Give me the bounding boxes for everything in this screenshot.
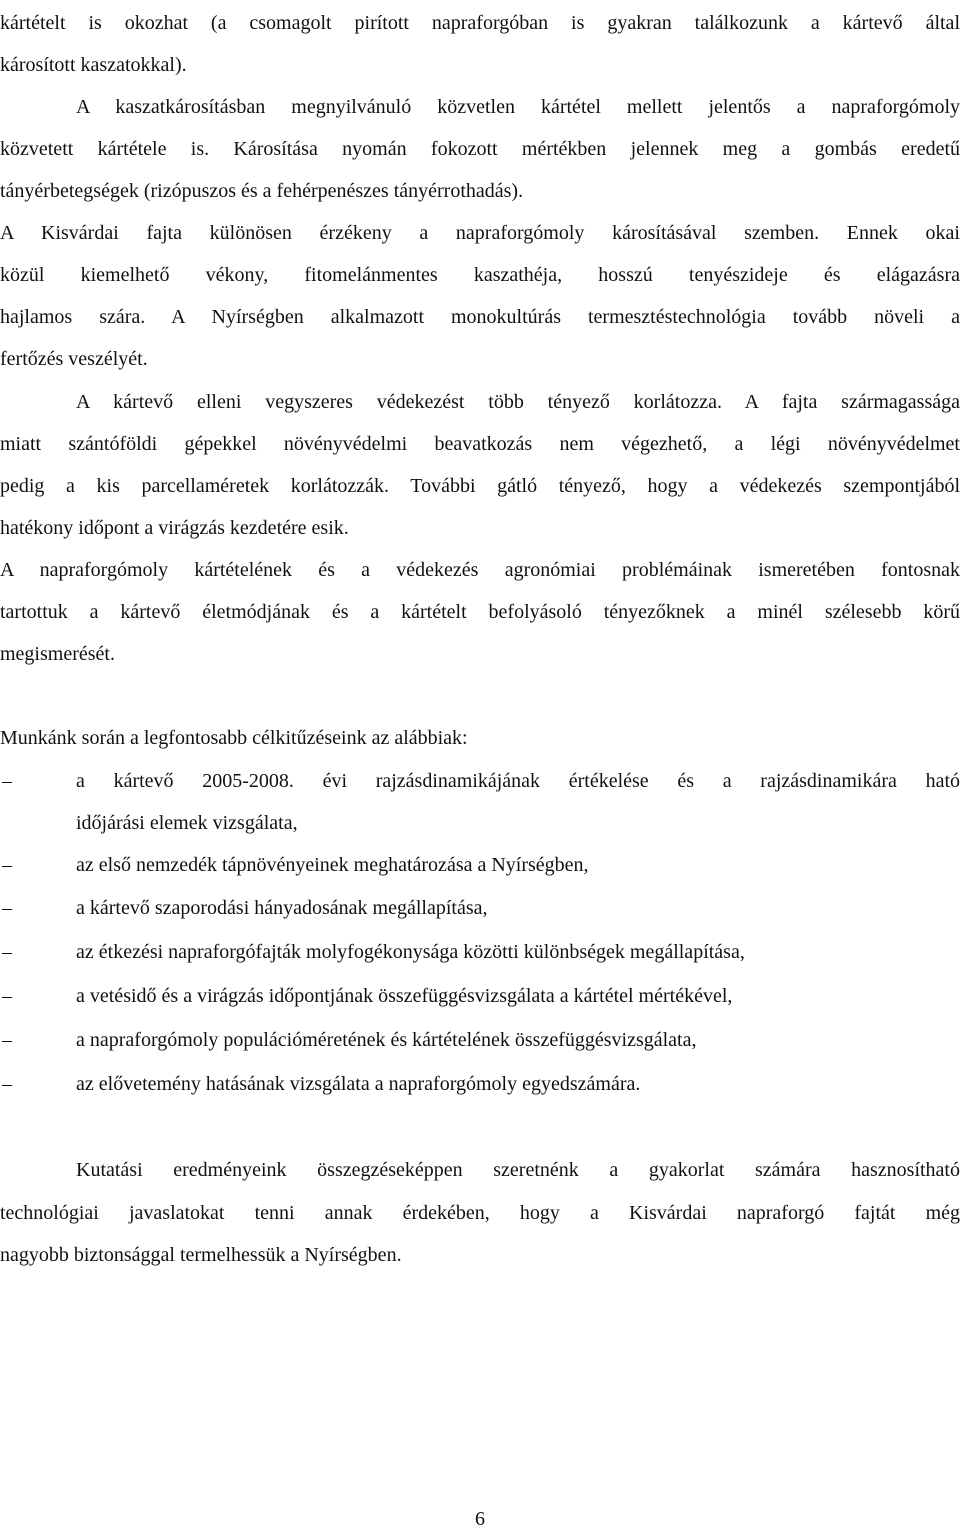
paragraph-line: hatékony időpont a virágzás kezdetére esik. <box>0 517 349 539</box>
paragraph-line: nagyobb biztonsággal termelhessük a Nyírségben. <box>0 1244 402 1266</box>
list-item <box>0 1027 960 1053</box>
list-item-text: az első nemzedék tápnövényeinek meghatározása a Nyírségben, <box>76 854 589 876</box>
dash-bullet: – <box>2 985 12 1007</box>
dash-bullet: – <box>2 1029 12 1051</box>
list-item-text: az étkezési napraforgófajták molyfogékonysága közötti különbségek megállapítása, <box>76 941 745 963</box>
dash-bullet: – <box>2 1073 12 1095</box>
list-item <box>0 983 960 1009</box>
page-number: 6 <box>475 1508 485 1530</box>
paragraph-line: károsított kaszatokkal). <box>0 54 187 76</box>
paragraph-line: A kaszatkárosításban megnyilvánuló közvetlen kártétel mellett jelentős a napraforgómoly <box>76 96 960 118</box>
list-item-continuation <box>0 810 960 836</box>
paragraph-line: Kutatási eredményeink összegzéseképpen szeretnénk a gyakorlat számára hasznosítható <box>76 1159 960 1181</box>
paragraph-line: tányérbetegségek (rizópuszos és a fehérpenészes tányérrothadás). <box>0 180 524 202</box>
paragraph-line: közül kiemelhető vékony, fitomelánmentes kaszathéja, hosszú tenyészideje és elágazásra <box>0 264 960 286</box>
paragraph-line: A kártevő elleni vegyszeres védekezést több tényező korlátozza. A fajta szármagassága <box>76 391 960 413</box>
paragraph-line: kártételt is okozhat (a csomagolt pirított napraforgóban is gyakran találkozunk a kártevő által <box>0 12 960 34</box>
list-item <box>0 939 960 965</box>
objectives-heading: Munkánk során a legfontosabb célkitűzéseink az alábbiak: <box>0 727 468 749</box>
dash-bullet: – <box>2 897 12 919</box>
list-item-text: a napraforgómoly populációméretének és kártételének összefüggésvizsgálata, <box>76 1029 697 1051</box>
paragraph-line: közvetett kártétele is. Károsítása nyomán fokozott mértékben jelennek meg a gombás eredetű <box>0 138 960 160</box>
paragraph-line: megismerését. <box>0 643 115 665</box>
list-item-text: az elővetemény hatásának vizsgálata a napraforgómoly egyedszámára. <box>76 1073 641 1095</box>
paragraph-line: A Kisvárdai fajta különösen érzékeny a napraforgómoly károsításával szemben. Ennek okai <box>0 222 960 244</box>
list-item <box>0 1071 960 1097</box>
dash-bullet: – <box>2 941 12 963</box>
paragraph-line: technológiai javaslatokat tenni annak érdekében, hogy a Kisvárdai napraforgó fajtát még <box>0 1202 960 1224</box>
list-item <box>0 895 960 921</box>
list-item <box>0 852 960 878</box>
list-item <box>0 768 960 794</box>
paragraph-line: hajlamos szára. A Nyírségben alkalmazott monokultúrás termesztéstechnológia tovább növeli a <box>0 306 960 328</box>
list-item-text: a vetésidő és a virágzás időpontjának összefüggésvizsgálata a kártétel mértékével, <box>76 985 733 1007</box>
paragraph-line: fertőzés veszélyét. <box>0 348 148 370</box>
paragraph-line: A napraforgómoly kártételének és a védekezés agronómiai problémáinak ismeretében fontosnak <box>0 559 960 581</box>
list-item-text: a kártevő 2005-2008. évi rajzásdinamikájának értékelése és a rajzásdinamikára ható <box>76 770 960 792</box>
list-item-text: időjárási elemek vizsgálata, <box>76 812 298 834</box>
paragraph-line: pedig a kis parcellaméretek korlátozzák. További gátló tényező, hogy a védekezés szempontjából <box>0 475 960 497</box>
paragraph-line: miatt szántóföldi gépekkel növényvédelmi beavatkozás nem végezhető, a légi növényvédelmet <box>0 433 960 455</box>
paragraph-line: tartottuk a kártevő életmódjának és a kártételt befolyásoló tényezőknek a minél szélesebb körű <box>0 601 960 623</box>
dash-bullet: – <box>2 770 12 792</box>
list-item-text: a kártevő szaporodási hányadosának megállapítása, <box>76 897 488 919</box>
dash-bullet: – <box>2 854 12 876</box>
